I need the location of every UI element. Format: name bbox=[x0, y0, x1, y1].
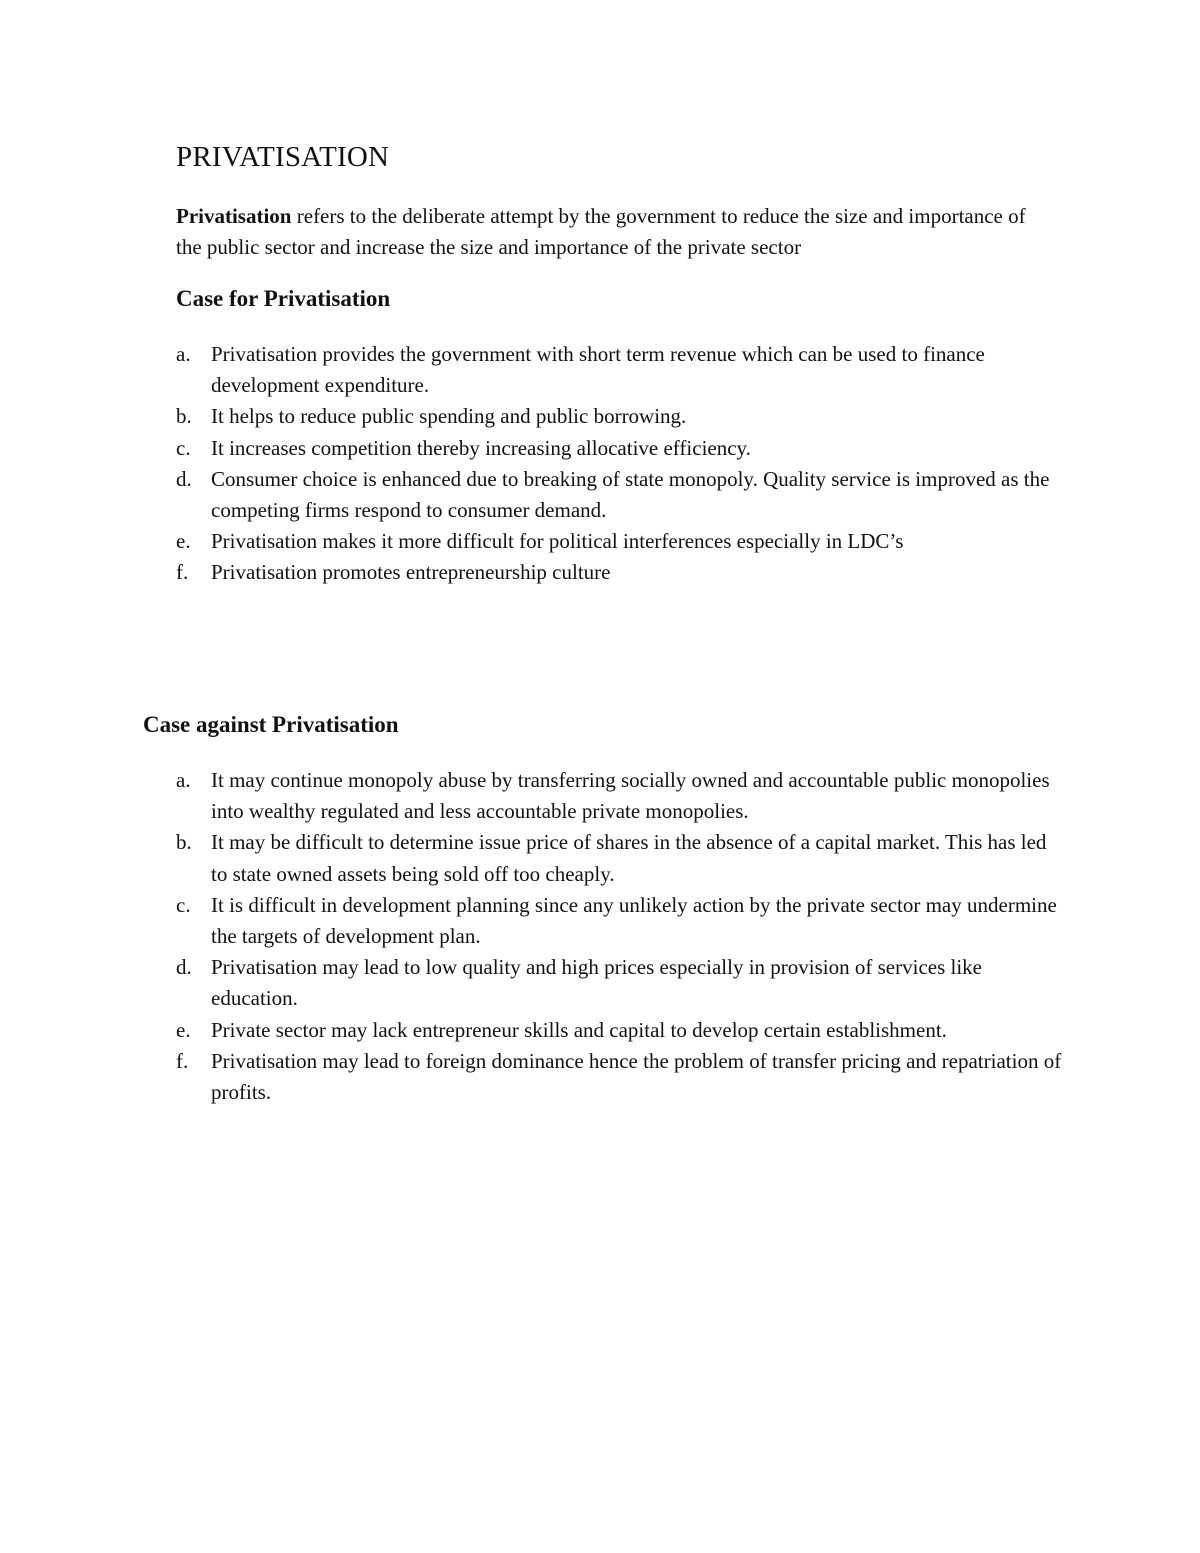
list-item-text: Privatisation promotes entrepreneurship culture bbox=[211, 560, 611, 585]
list-marker: e. bbox=[176, 1017, 191, 1042]
list-marker: b. bbox=[176, 404, 192, 429]
list-item bbox=[176, 526, 1066, 557]
case-for-heading: Case for Privatisation bbox=[176, 286, 391, 311]
list-marker: d. bbox=[176, 466, 192, 491]
list-item-text: Privatisation provides the government with short term revenue which can be used to finance development expenditure. bbox=[211, 342, 985, 398]
list-item-text: Private sector may lack entrepreneur skills and capital to develop certain establishment. bbox=[211, 1017, 947, 1042]
case-against-heading: Case against Privatisation bbox=[143, 712, 399, 737]
list-item bbox=[176, 557, 1066, 588]
list-item-text: Privatisation may lead to low quality and high prices especially in provision of services like education. bbox=[211, 955, 982, 1011]
list-item bbox=[176, 890, 1066, 952]
list-item-text: It may continue monopoly abuse by transferring socially owned and accountable public monopolies into wealthy regulated and less accountable private monopolies. bbox=[211, 768, 1050, 824]
list-item-text: It helps to reduce public spending and public borrowing. bbox=[211, 404, 687, 429]
page-title: PRIVATISATION bbox=[176, 141, 390, 173]
list-marker: e. bbox=[176, 529, 191, 554]
intro-paragraph bbox=[176, 201, 1056, 263]
list-item bbox=[176, 765, 1066, 827]
list-item bbox=[176, 952, 1066, 1014]
list-item bbox=[176, 401, 1066, 432]
case-for-list bbox=[176, 339, 1066, 589]
list-marker: b. bbox=[176, 830, 192, 855]
list-item-text: Privatisation may lead to foreign dominance hence the problem of transfer pricing and repatriation of profits. bbox=[211, 1048, 1062, 1105]
list-item-text: Consumer choice is enhanced due to breaking of state monopoly. Quality service is improved as the competing firms respond to consumer demand. bbox=[211, 466, 1050, 523]
list-marker: d. bbox=[176, 955, 192, 980]
list-item-text: It increases competition thereby increasing allocative efficiency. bbox=[211, 435, 751, 460]
list-item bbox=[176, 339, 1066, 401]
list-marker: f. bbox=[176, 560, 189, 585]
list-item bbox=[176, 827, 1066, 889]
list-item-text: It may be difficult to determine issue price of shares in the absence of a capital market. This has led to state owned assets being sold off too cheaply. bbox=[211, 830, 1047, 886]
list-item-text: Privatisation makes it more difficult for political interferences especially in LDC’s bbox=[211, 529, 904, 554]
list-item-text: It is difficult in development planning since any unlikely action by the private sector may undermine the targets of development plan. bbox=[211, 892, 1057, 949]
list-marker: a. bbox=[176, 342, 191, 366]
list-item bbox=[176, 1015, 1066, 1046]
list-item bbox=[176, 464, 1066, 526]
list-marker: c. bbox=[176, 892, 191, 917]
case-against-list bbox=[176, 765, 1066, 1108]
intro-definition: refers to the deliberate attempt by the government to reduce the size and importance of the public sector and increase the size and importance of the private sector bbox=[176, 204, 1026, 259]
list-item bbox=[176, 1046, 1066, 1108]
list-marker: c. bbox=[176, 435, 191, 460]
list-item bbox=[176, 433, 1066, 464]
list-marker: a. bbox=[176, 768, 191, 792]
intro-term: Privatisation bbox=[176, 204, 292, 228]
list-marker: f. bbox=[176, 1048, 189, 1073]
